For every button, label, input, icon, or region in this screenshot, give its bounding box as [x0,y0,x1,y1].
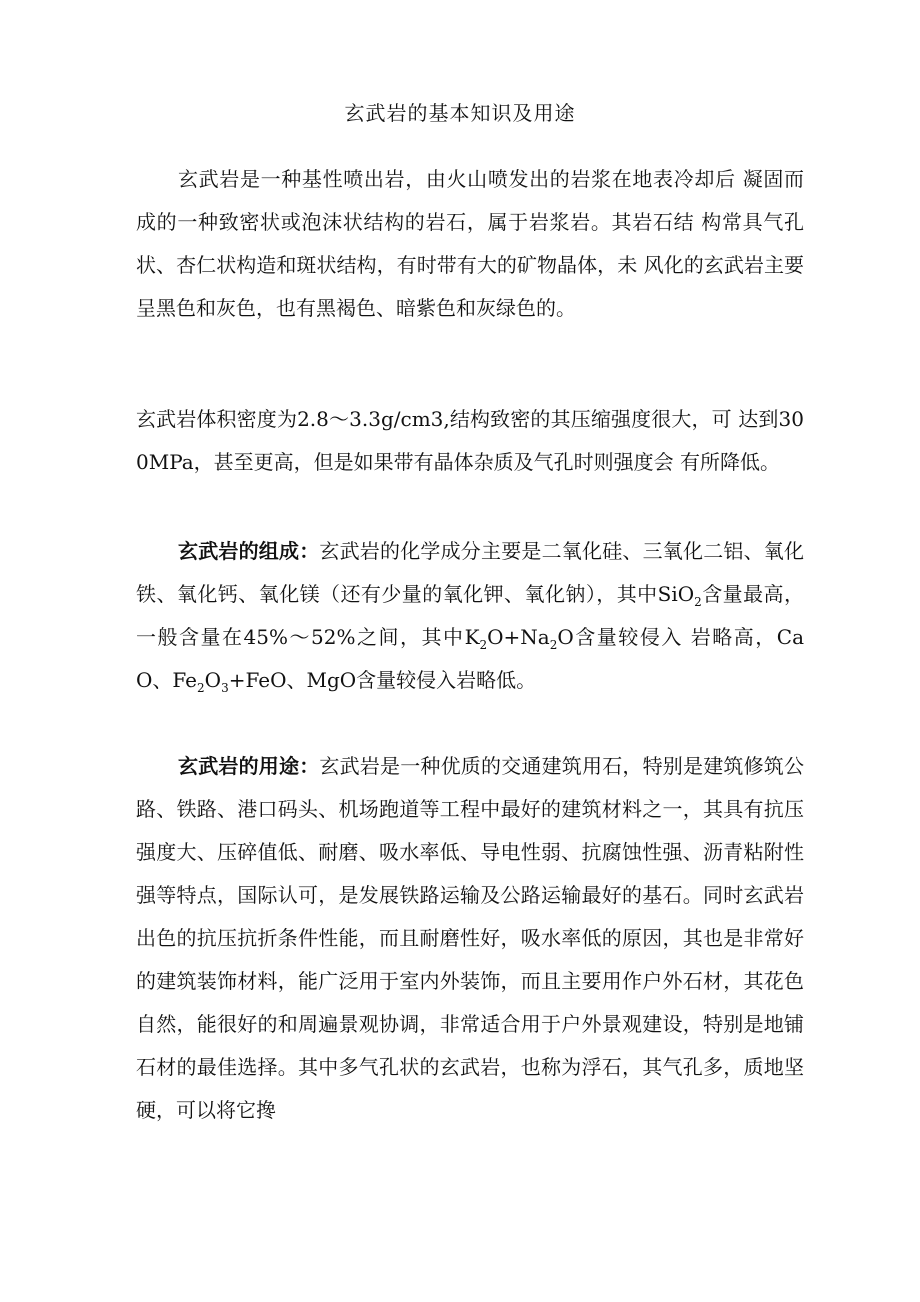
composition-text-6: +FeO、MgO含量较侵入岩略低。 [228,668,537,692]
uses-heading: 玄武岩的用途： [178,754,320,778]
subscript: 2 [694,595,702,609]
composition-text-5: O [204,668,222,692]
paragraph-intro: 玄武岩是一种基性喷出岩，由火山喷发出的岩浆在地表冷却后 凝固而成的一种致密状或泡沫状结构的岩石，属于岩浆岩。其岩石结 构常具气孔状、杏仁状构造和斑状结构，有时带有大的矿物晶体，未 风化的玄武岩主要呈黑色和灰色，也有黑褐色、暗紫色和灰绿色的。 [136,167,804,320]
subscript: 2 [549,638,558,652]
composition-text-3: O+Na [487,625,550,649]
composition-text-2: 含量最高，一般含量在45%〜52%之间，其中K [136,582,805,649]
composition-text-1: 玄武岩的化学成分主要是二氧化硅、三氧化二铝、氧化铁、氧化钙、氧化镁（还有少量的氧化钾、氧化钠），其中SiO [136,539,805,606]
uses-text: 玄武岩是一种优质的交通建筑用石，特别是建筑修筑公路、铁路、港口码头、机场跑道等工程中最好的建筑材料之一，其具有抗压强度大、压碎值低、耐磨、吸水率低、导电性弱、抗腐蚀性强、沥青粘附性强等特点，国际认可，是发展铁路运输及公路运输最好的基石。同时玄武岩出色的抗压抗折条件性能，而且耐磨性好，吸水率低的原因，其也是非常好的建筑装饰材料，能广泛用于室内外装饰，而且主要用作户外石材，其花色自然，能很好的和周遍景观协调，非常适合用于户外景观建设，特别是地铺石材的最佳选择。其中多气孔状的玄武岩，也称为浮石，其气孔多，质地坚硬，可以将它搀 [136,754,805,1122]
document-title: 玄武岩的基本知识及用途 [344,101,576,125]
paragraph-composition [136,530,804,702]
subscript: 3 [221,681,229,695]
composition-heading: 玄武岩的组成： [178,539,320,563]
paragraph-uses [136,745,804,1132]
composition-text-4: O含量较侵入 岩略高，CaO、Fe [136,625,804,692]
subscript: 2 [197,681,205,695]
subscript: 2 [479,638,488,652]
paragraph-density: 玄武岩体积密度为2.8〜3.3g/cm3,结构致密的其压缩强度很大，可 达到300MPa，甚至更高，但是如果带有晶体杂质及气孔时则强度会 有所降低。 [136,407,804,474]
